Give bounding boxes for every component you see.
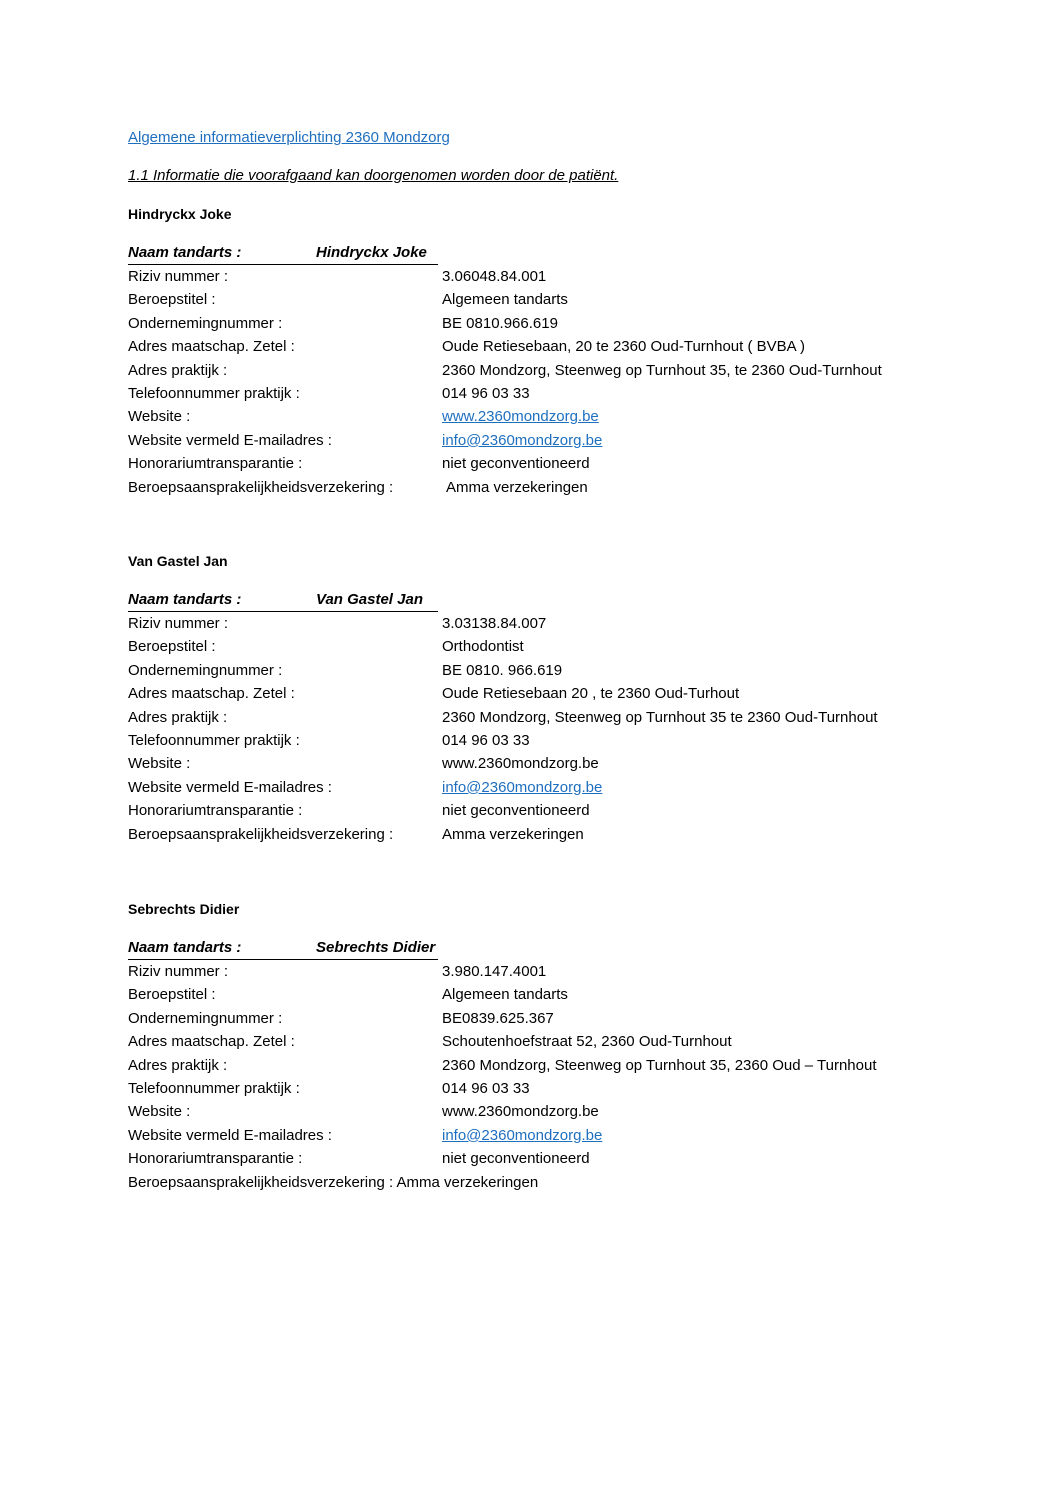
adres-zetel-label: Adres maatschap. Zetel :	[128, 685, 295, 703]
honorarium-row	[128, 799, 1028, 822]
document-subtitle: 1.1 Informatie die voorafgaand kan doorgenomen worden door de patiënt.	[128, 167, 619, 184]
email-link[interactable]: info@2360mondzorg.be	[442, 431, 603, 449]
riziv-row	[128, 960, 1028, 983]
ondernemingnummer-row	[128, 659, 1028, 682]
email-label: Website vermeld E-mailadres :	[128, 431, 332, 449]
verzekering-value: Amma verzekeringen	[442, 825, 584, 843]
naam-tandarts-value: Van Gastel Jan	[316, 591, 423, 608]
verzekering-row	[128, 476, 1028, 499]
beroepstitel-row	[128, 635, 1028, 658]
adres-zetel-value: Schoutenhoefstraat 52, 2360 Oud-Turnhout	[442, 1033, 732, 1051]
website-row	[128, 405, 1028, 428]
riziv-row	[128, 612, 1028, 635]
adres-praktijk-row	[128, 706, 1028, 729]
email-row	[128, 776, 1028, 799]
adres-zetel-row	[128, 682, 1028, 705]
honorarium-row	[128, 1147, 1028, 1170]
riziv-value: 3.980.147.4001	[442, 963, 547, 980]
verzekering-label: Beroepsaansprakelijkheidsverzekering :	[128, 825, 394, 843]
verzekering-value: Amma verzekeringen	[446, 478, 588, 496]
telefoon-row	[128, 382, 1028, 405]
website-value: www.2360mondzorg.be	[442, 755, 599, 773]
verzekering-label: Beroepsaansprakelijkheidsverzekering :	[128, 478, 394, 496]
riziv-label: Riziv nummer :	[128, 963, 229, 980]
telefoon-value: 014 96 03 33	[442, 731, 530, 749]
adres-praktijk-label: Adres praktijk :	[128, 708, 228, 726]
adres-zetel-value: Oude Retiesebaan, 20 te 2360 Oud-Turnhout ( BVBA )	[442, 338, 806, 356]
telefoon-label: Telefoonnummer praktijk :	[128, 384, 300, 402]
beroepstitel-row	[128, 288, 1028, 311]
adres-zetel-label: Adres maatschap. Zetel :	[128, 338, 295, 356]
ondernemingnummer-row	[128, 312, 1028, 335]
beroepstitel-value: Orthodontist	[442, 638, 524, 656]
naam-tandarts-label: Naam tandarts :	[128, 591, 242, 608]
riziv-row	[128, 265, 1028, 288]
ondernemingnummer-label: Ondernemingnummer :	[128, 1009, 283, 1027]
riziv-value: 3.06048.84.001	[442, 268, 547, 285]
honorarium-value: niet geconventioneerd	[442, 455, 590, 473]
honorarium-value: niet geconventioneerd	[442, 802, 590, 820]
naam-tandarts-label: Naam tandarts :	[128, 939, 242, 956]
riziv-value: 3.03138.84.007	[442, 615, 547, 632]
beroepstitel-label: Beroepstitel :	[128, 638, 216, 656]
website-value: www.2360mondzorg.be	[442, 1103, 599, 1121]
verzekering-row	[128, 1171, 1028, 1194]
honorarium-row	[128, 452, 1028, 475]
beroepstitel-value: Algemeen tandarts	[442, 986, 568, 1004]
naam-tandarts-label: Naam tandarts :	[128, 244, 242, 261]
telefoon-value: 014 96 03 33	[442, 384, 530, 402]
email-link[interactable]: info@2360mondzorg.be	[442, 1126, 603, 1144]
telefoon-value: 014 96 03 33	[442, 1079, 530, 1097]
website-row	[128, 752, 1028, 775]
email-label: Website vermeld E-mailadres :	[128, 1126, 332, 1144]
dentist-section-van-gastel	[128, 550, 1028, 846]
beroepstitel-row	[128, 983, 1028, 1006]
section-heading: Van Gastel Jan	[128, 553, 228, 569]
dentist-section-hindryckx	[128, 203, 1028, 499]
ondernemingnummer-value: BE 0810.966.619	[442, 314, 558, 332]
verzekering-row	[128, 823, 1028, 846]
email-row	[128, 1124, 1028, 1147]
honorarium-value: niet geconventioneerd	[442, 1150, 590, 1168]
document-title-link[interactable]: Algemene informatieverplichting 2360 Mondzorg	[128, 129, 450, 146]
beroepstitel-value: Algemeen tandarts	[442, 291, 568, 309]
adres-zetel-value: Oude Retiesebaan 20 , te 2360 Oud-Turhout	[442, 685, 740, 703]
website-label: Website :	[128, 1103, 191, 1121]
adres-zetel-row	[128, 1030, 1028, 1053]
beroepstitel-label: Beroepstitel :	[128, 986, 216, 1004]
honorarium-label: Honorariumtransparantie :	[128, 455, 303, 473]
website-label: Website :	[128, 408, 191, 426]
telefoon-label: Telefoonnummer praktijk :	[128, 731, 300, 749]
telefoon-label: Telefoonnummer praktijk :	[128, 1079, 300, 1097]
adres-praktijk-label: Adres praktijk :	[128, 361, 228, 379]
naam-tandarts-row	[128, 241, 438, 265]
website-label: Website :	[128, 755, 191, 773]
section-heading: Sebrechts Didier	[128, 901, 240, 917]
ondernemingnummer-label: Ondernemingnummer :	[128, 314, 283, 332]
naam-tandarts-value: Sebrechts Didier	[316, 939, 436, 956]
ondernemingnummer-label: Ondernemingnummer :	[128, 661, 283, 679]
email-label: Website vermeld E-mailadres :	[128, 778, 332, 796]
adres-praktijk-value: 2360 Mondzorg, Steenweg op Turnhout 35, te 2360 Oud-Turnhout	[442, 361, 882, 379]
honorarium-label: Honorariumtransparantie :	[128, 802, 303, 820]
adres-praktijk-row	[128, 359, 1028, 382]
naam-tandarts-row	[128, 588, 438, 612]
section-heading: Hindryckx Joke	[128, 206, 232, 222]
naam-tandarts-value: Hindryckx Joke	[316, 244, 427, 261]
honorarium-label: Honorariumtransparantie :	[128, 1150, 303, 1168]
verzekering-label: Beroepsaansprakelijkheidsverzekering : Amma verzekeringen	[128, 1173, 539, 1191]
adres-praktijk-value: 2360 Mondzorg, Steenweg op Turnhout 35, 2360 Oud – Turnhout	[442, 1056, 877, 1074]
telefoon-row	[128, 1077, 1028, 1100]
adres-zetel-row	[128, 335, 1028, 358]
naam-tandarts-row	[128, 936, 438, 960]
adres-praktijk-value: 2360 Mondzorg, Steenweg op Turnhout 35 te 2360 Oud-Turnhout	[442, 708, 878, 726]
beroepstitel-label: Beroepstitel :	[128, 291, 216, 309]
dentist-section-sebrechts	[128, 898, 1028, 1194]
riziv-label: Riziv nummer :	[128, 268, 229, 285]
ondernemingnummer-value: BE 0810. 966.619	[442, 661, 563, 679]
ondernemingnummer-value: BE0839.625.367	[442, 1009, 554, 1027]
adres-zetel-label: Adres maatschap. Zetel :	[128, 1033, 295, 1051]
ondernemingnummer-row	[128, 1007, 1028, 1030]
website-row	[128, 1100, 1028, 1123]
telefoon-row	[128, 729, 1028, 752]
riziv-label: Riziv nummer :	[128, 615, 229, 632]
adres-praktijk-label: Adres praktijk :	[128, 1056, 228, 1074]
website-link[interactable]: www.2360mondzorg.be	[442, 408, 599, 426]
email-link[interactable]: info@2360mondzorg.be	[442, 778, 603, 796]
adres-praktijk-row	[128, 1054, 1028, 1077]
email-row	[128, 429, 1028, 452]
